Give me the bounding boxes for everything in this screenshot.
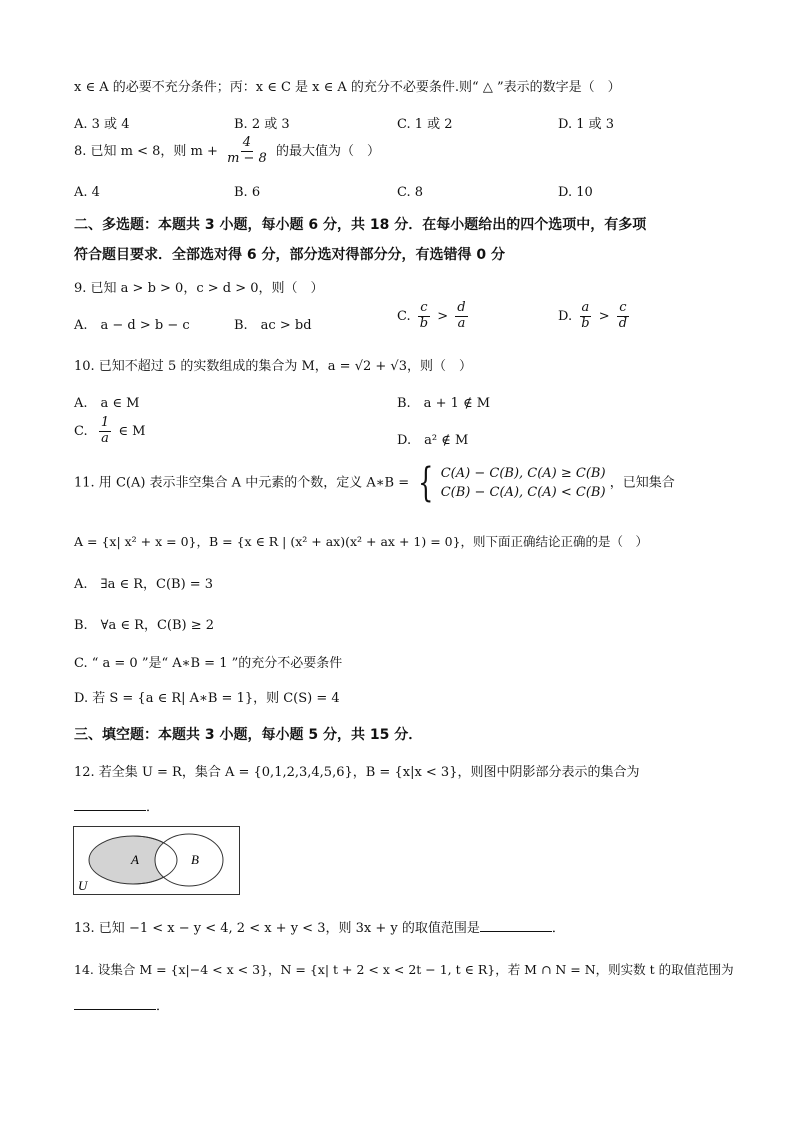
q12-answer-line: ． bbox=[74, 796, 159, 815]
q13-answer-blank[interactable] bbox=[480, 919, 552, 932]
set-b-ellipse bbox=[155, 834, 223, 886]
q10-stem: 10. 已知不超过 5 的实数组成的集合为 M，a = √2 + √3，则（ ） bbox=[74, 359, 472, 374]
q8-fraction: $\frac{4}{m - 8}$ bbox=[227, 135, 267, 166]
q10-option-d: D. a² ∉ M bbox=[397, 433, 469, 448]
q7-option-b: B. 2 或 3 bbox=[234, 117, 290, 132]
q7-tail: x ∈ A 的必要不充分条件；丙：x ∈ C 是 x ∈ A 的充分不必要条件.则“ △ ”表示的数字是（ ） bbox=[74, 80, 621, 95]
q7-option-d: D. 1 或 3 bbox=[558, 117, 615, 132]
q7-option-a: A. 3 或 4 bbox=[74, 117, 130, 132]
section-2-heading-line1: 二、多选题：本题共 3 小题，每小题 6 分，共 18 分．在每小题给出的四个选项中，有多项 bbox=[74, 217, 647, 233]
q9-option-d: D. $\frac{a}{b}$ > $\frac{c}{d}$ bbox=[558, 300, 628, 331]
q11-piecewise: { C(A) − C(B), C(A) ≥ C(B) C(B) − C(A), C(A) < C(B) bbox=[418, 460, 606, 506]
set-a-label: A bbox=[131, 852, 139, 867]
q9-stem: 9. 已知 a > b > 0，c > d > 0，则（ ） bbox=[74, 281, 324, 296]
section-3-heading: 三、填空题：本题共 3 小题，每小题 5 分，共 15 分． bbox=[74, 727, 423, 743]
q14-answer-line: ． bbox=[74, 995, 169, 1014]
q10-option-a: A. a ∈ M bbox=[74, 396, 140, 411]
q8-option-c: C. 8 bbox=[397, 185, 424, 200]
q11-option-c: C. “ a = 0 ”是“ A∗B = 1 ”的充分不必要条件 bbox=[74, 656, 343, 671]
q11-stem: 11. 用 C(A) 表示非空集合 A 中元素的个数，定义 A∗B = { C(A) − C(B), C(A) ≥ C(B) C(B) − C(A), C(A) < C(B) ，已知集合 bbox=[74, 460, 675, 506]
q11-option-a: A. ∃a ∈ R，C(B) = 3 bbox=[74, 577, 214, 592]
q12-answer-blank[interactable] bbox=[74, 798, 146, 811]
set-b-label: B bbox=[191, 852, 199, 867]
universal-set-label: U bbox=[78, 878, 88, 893]
q9-option-a: A. a − d > b − c bbox=[74, 318, 190, 333]
q14-answer-blank[interactable] bbox=[74, 997, 156, 1010]
q9-option-b: B. ac > bd bbox=[234, 318, 312, 333]
q10-option-b: B. a + 1 ∉ M bbox=[397, 396, 491, 411]
section-2-heading-line2: 符合题目要求．全部选对得 6 分，部分选对得部分分，有选错得 0 分 bbox=[74, 247, 505, 263]
q7-option-c: C. 1 或 2 bbox=[397, 117, 453, 132]
q9-option-c: C. $\frac{c}{b}$ > $\frac{d}{a}$ bbox=[397, 300, 466, 331]
q11-option-b: B. ∀a ∈ R，C(B) ≥ 2 bbox=[74, 618, 215, 633]
q8-option-d: D. 10 bbox=[558, 185, 593, 200]
q11-option-d: D. 若 S = {a ∈ R| A∗B = 1}，则 C(S) = 4 bbox=[74, 691, 340, 706]
q8-option-a: A. 4 bbox=[74, 185, 100, 200]
q10-option-c: C. $\frac{1}{a}$ ∈ M bbox=[74, 415, 146, 446]
q13-stem: 13. 已知 −1 < x − y < 4, 2 < x + y < 3，则 3x + y 的取值范围是 ． bbox=[74, 921, 565, 936]
q8-stem: 8. 已知 m < 8，则 m + $\frac{4}{m - 8}$ 的最大值为（ ） bbox=[74, 135, 380, 166]
q8-option-b: B. 6 bbox=[234, 185, 261, 200]
q11-stem-line2: A = {x| x² + x = 0}，B = {x ∈ R | (x² + ax)(x² + ax + 1) = 0}，则下面正确结论正确的是（ ） bbox=[74, 534, 649, 549]
q14-stem: 14. 设集合 M = {x|−4 < x < 3}，N = {x| t + 2 < x < 2t − 1, t ∈ R}，若 M ∩ N = N，则实数 t 的取值范围为 bbox=[74, 962, 734, 977]
q12-stem: 12. 若全集 U = R，集合 A = {0,1,2,3,4,5,6}，B = {x|x < 3}，则图中阴影部分表示的集合为 bbox=[74, 765, 640, 780]
venn-diagram bbox=[73, 826, 241, 896]
